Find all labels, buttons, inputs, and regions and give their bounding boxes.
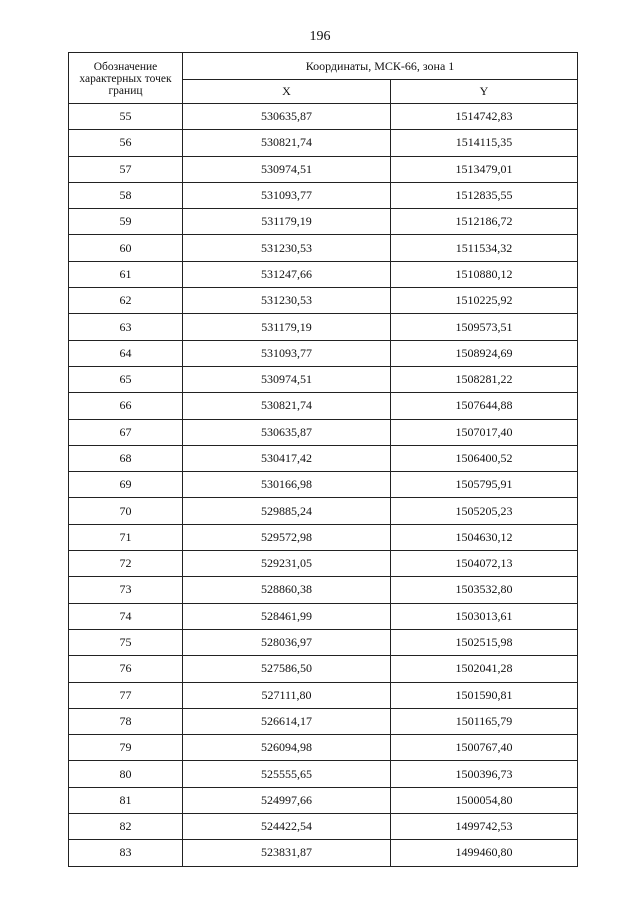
table-row	[69, 708, 578, 734]
point-id-cell: 80	[69, 761, 183, 787]
table-row	[69, 656, 578, 682]
table-row	[69, 156, 578, 182]
x-coordinate-cell: 531179,19	[183, 314, 391, 340]
table-body	[69, 104, 578, 867]
y-coordinate-cell: 1506400,52	[391, 445, 578, 471]
y-coordinate-cell: 1507017,40	[391, 419, 578, 445]
point-id-cell: 66	[69, 393, 183, 419]
y-coordinate-cell: 1499460,80	[391, 840, 578, 866]
y-coordinate-cell: 1508924,69	[391, 340, 578, 366]
x-coordinate-cell: 529572,98	[183, 524, 391, 550]
y-coordinate-cell: 1505795,91	[391, 472, 578, 498]
x-coordinate-cell: 528860,38	[183, 577, 391, 603]
point-id-cell: 79	[69, 735, 183, 761]
table-row	[69, 445, 578, 471]
x-coordinate-cell: 527586,50	[183, 656, 391, 682]
x-coordinate-cell: 530821,74	[183, 130, 391, 156]
x-coordinate-cell: 526614,17	[183, 708, 391, 734]
y-coordinate-cell: 1510225,92	[391, 288, 578, 314]
y-coordinate-cell: 1503532,80	[391, 577, 578, 603]
x-coordinate-cell: 531093,77	[183, 182, 391, 208]
table-row	[69, 288, 578, 314]
table-row	[69, 104, 578, 130]
y-coordinate-cell: 1511534,32	[391, 235, 578, 261]
header-coordinates: Координаты, МСК-66, зона 1	[183, 53, 578, 80]
point-id-cell: 68	[69, 445, 183, 471]
x-coordinate-cell: 531179,19	[183, 209, 391, 235]
y-coordinate-cell: 1500054,80	[391, 787, 578, 813]
point-id-cell: 82	[69, 814, 183, 840]
x-coordinate-cell: 523831,87	[183, 840, 391, 866]
point-id-cell: 83	[69, 840, 183, 866]
x-coordinate-cell: 530974,51	[183, 366, 391, 392]
point-id-cell: 59	[69, 209, 183, 235]
table-row	[69, 603, 578, 629]
x-coordinate-cell: 525555,65	[183, 761, 391, 787]
y-coordinate-cell: 1500396,73	[391, 761, 578, 787]
y-coordinate-cell: 1500767,40	[391, 735, 578, 761]
table-row	[69, 577, 578, 603]
point-id-cell: 77	[69, 682, 183, 708]
table-row	[69, 235, 578, 261]
point-id-cell: 56	[69, 130, 183, 156]
x-coordinate-cell: 530166,98	[183, 472, 391, 498]
table-row	[69, 130, 578, 156]
y-coordinate-cell: 1501590,81	[391, 682, 578, 708]
table-row	[69, 761, 578, 787]
point-id-cell: 57	[69, 156, 183, 182]
point-id-cell: 61	[69, 261, 183, 287]
y-coordinate-cell: 1503013,61	[391, 603, 578, 629]
x-coordinate-cell: 531093,77	[183, 340, 391, 366]
x-coordinate-cell: 528036,97	[183, 629, 391, 655]
y-coordinate-cell: 1504072,13	[391, 551, 578, 577]
page-number: 196	[309, 29, 331, 44]
point-id-cell: 78	[69, 708, 183, 734]
table-row	[69, 314, 578, 340]
x-coordinate-cell: 528461,99	[183, 603, 391, 629]
point-id-cell: 69	[69, 472, 183, 498]
point-id-cell: 65	[69, 366, 183, 392]
point-id-cell: 74	[69, 603, 183, 629]
y-coordinate-cell: 1508281,22	[391, 366, 578, 392]
table-row	[69, 498, 578, 524]
x-coordinate-cell: 530821,74	[183, 393, 391, 419]
table-row	[69, 340, 578, 366]
x-coordinate-cell: 531230,53	[183, 235, 391, 261]
table-row	[69, 735, 578, 761]
y-coordinate-cell: 1513479,01	[391, 156, 578, 182]
point-id-cell: 81	[69, 787, 183, 813]
point-id-cell: 63	[69, 314, 183, 340]
table-row	[69, 682, 578, 708]
table-row	[69, 787, 578, 813]
x-coordinate-cell: 526094,98	[183, 735, 391, 761]
point-id-cell: 76	[69, 656, 183, 682]
point-id-cell: 55	[69, 104, 183, 130]
header-y: Y	[391, 80, 578, 104]
table-row	[69, 419, 578, 445]
point-id-cell: 58	[69, 182, 183, 208]
point-id-cell: 71	[69, 524, 183, 550]
y-coordinate-cell: 1502041,28	[391, 656, 578, 682]
x-coordinate-cell: 527111,80	[183, 682, 391, 708]
x-coordinate-cell: 531230,53	[183, 288, 391, 314]
header-point-designation: Обозначение характерных точек границ	[69, 53, 183, 104]
table-row	[69, 393, 578, 419]
x-coordinate-cell: 530417,42	[183, 445, 391, 471]
y-coordinate-cell: 1501165,79	[391, 708, 578, 734]
table-row	[69, 182, 578, 208]
point-id-cell: 60	[69, 235, 183, 261]
y-coordinate-cell: 1514115,35	[391, 130, 578, 156]
y-coordinate-cell: 1507644,88	[391, 393, 578, 419]
y-coordinate-cell: 1512835,55	[391, 182, 578, 208]
header-x: X	[183, 80, 391, 104]
table-row	[69, 629, 578, 655]
y-coordinate-cell: 1499742,53	[391, 814, 578, 840]
y-coordinate-cell: 1512186,72	[391, 209, 578, 235]
point-id-cell: 75	[69, 629, 183, 655]
table-row	[69, 209, 578, 235]
y-coordinate-cell: 1505205,23	[391, 498, 578, 524]
x-coordinate-cell: 529231,05	[183, 551, 391, 577]
x-coordinate-cell: 530974,51	[183, 156, 391, 182]
point-id-cell: 72	[69, 551, 183, 577]
point-id-cell: 70	[69, 498, 183, 524]
x-coordinate-cell: 524422,54	[183, 814, 391, 840]
coordinates-table	[68, 52, 578, 867]
x-coordinate-cell: 524997,66	[183, 787, 391, 813]
point-id-cell: 73	[69, 577, 183, 603]
x-coordinate-cell: 531247,66	[183, 261, 391, 287]
x-coordinate-cell: 530635,87	[183, 104, 391, 130]
table-row	[69, 261, 578, 287]
y-coordinate-cell: 1504630,12	[391, 524, 578, 550]
y-coordinate-cell: 1502515,98	[391, 629, 578, 655]
point-id-cell: 64	[69, 340, 183, 366]
table-row	[69, 840, 578, 866]
table-header	[69, 53, 578, 104]
table-header-row	[69, 53, 578, 80]
table-row	[69, 551, 578, 577]
point-id-cell: 67	[69, 419, 183, 445]
x-coordinate-cell: 529885,24	[183, 498, 391, 524]
table-row	[69, 366, 578, 392]
table-row	[69, 472, 578, 498]
y-coordinate-cell: 1510880,12	[391, 261, 578, 287]
y-coordinate-cell: 1509573,51	[391, 314, 578, 340]
point-id-cell: 62	[69, 288, 183, 314]
table-row	[69, 814, 578, 840]
y-coordinate-cell: 1514742,83	[391, 104, 578, 130]
table-row	[69, 524, 578, 550]
x-coordinate-cell: 530635,87	[183, 419, 391, 445]
